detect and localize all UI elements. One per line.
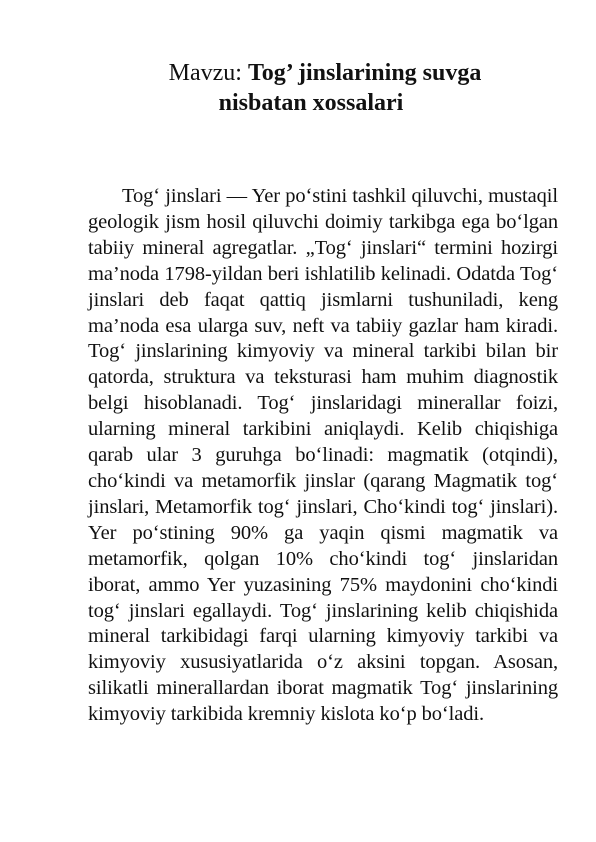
title-bold-part-2: nisbatan xossalari	[218, 90, 404, 116]
title-line-1	[90, 58, 560, 88]
title-prefix: Mavzu:	[168, 60, 248, 86]
title-bold-part-1: Tog’ jinslarining suvga	[247, 60, 482, 86]
body-paragraph: Tog‘ jinslari — Yer po‘stini tashkil qiluvchi, mustaqil geologik jism hosil qiluvchi doimiy tarkibga ega bo‘lgan tabiiy mineral agregatlar. „Tog‘ jinslari“ termini hozirgi ma’noda 1798-yildan beri ishlatilib kelinadi. Odatda Tog‘ jinslari deb faqat qattiq jismlarni tushuniladi, keng ma’noda esa ularga suv, neft va tabiiy gazlar ham kiradi. Tog‘ jinslarining kimyoviy va mineral tarkibi bilan bir qatorda, struktura va teksturasi ham muhim diagnostik belgi hisoblanadi. Tog‘ jinslaridagi minerallar foizi, ularning mineral tarkibini aniqlaydi. Kelib chiqishiga qarab ular 3 guruhga bo‘linadi: magmatik (otqindi), cho‘kindi va metamorfik jinslar (qarang Magmatik tog‘ jinslari, Metamorfik tog‘ jinslari, Cho‘kindi tog‘ jinslari). Yer po‘stining 90% ga yaqin qismi magmatik va metamorfik, qolgan 10% cho‘kindi tog‘ jinslaridan iborat, ammo Yer yuzasining 75% maydonini cho‘kindi tog‘ jinslari egallaydi. Tog‘ jinslarining kelib chiqishida mineral tarkibidagi farqi ularning kimyoviy tarkibi va kimyoviy xususiyatlarida o‘z aksini topgan. Asosan, silikatli minerallardan iborat magmatik Tog‘ jinslarining kimyoviy tarkibida kremniy kislota ko‘p bo‘ladi.	[88, 185, 558, 726]
page-title	[90, 58, 560, 118]
